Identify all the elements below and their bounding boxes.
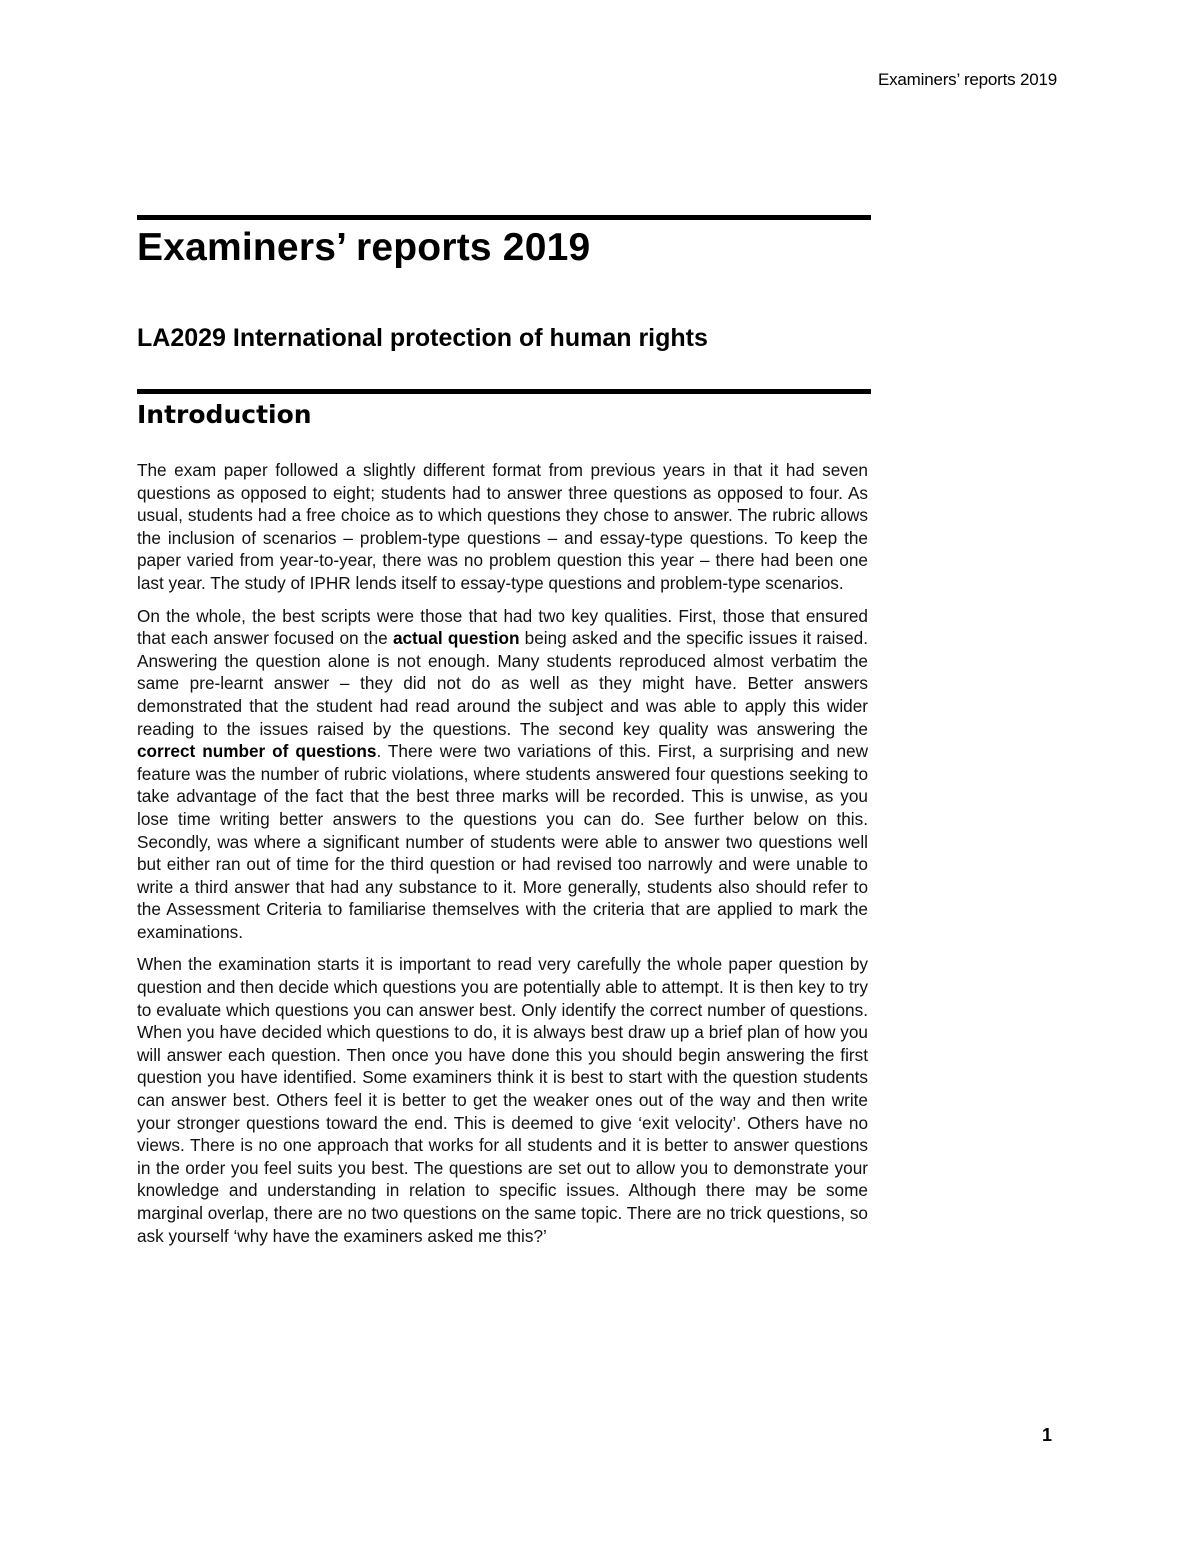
text-run: . There were two variations of this. First, a surprising and new feature was the number of rubric violations, where students answered four questions seeking to take advantage of the fact that the best three marks will be recorded. This is unwise, as you lose time writing better answers to the questions you can do. See further below on this. Secondly, was where a significant number of students were able to answer two questions well but either ran out of time for the third question or had revised too narrowly and were unable to write a third answer that had any substance to it. More generally, students also should refer to the Assessment Criteria to familiarise themselves with the criteria that are applied to mark the examinations.	[137, 741, 868, 942]
paragraph-exam-strategy: When the examination starts it is important to read very carefully the whole paper question by question and then decide which questions you are potentially able to attempt. It is then key to try to evaluate which questions you can answer best. Only identify the correct number of questions. When you have decided which questions to do, it is always best draw up a brief plan of how you will answer each question. Then once you have done this you should begin answering the first question you have identified. Some examiners think it is best to start with the question students can answer best. Others feel it is better to get the weaker ones out of the way and then write your stronger questions toward the end. This is deemed to give ‘exit velocity’. Others have no views. There is no one approach that works for all students and it is better to answer questions in the order you feel suits you best. The questions are set out to allow you to demonstrate your knowledge and understanding in relation to specific issues. Although there may be some marginal overlap, there are no two questions on the same topic. There are no trick questions, so ask yourself ‘why have the examiners asked me this?’	[137, 954, 868, 1246]
emphasis-correct-number: correct number of questions	[137, 741, 377, 762]
top-rule	[137, 215, 871, 220]
section-heading-introduction: Introduction	[137, 400, 312, 429]
text-run: On the whole, the best scripts were those that had two key qualities. First, those that ensured that each answer focused on the	[137, 605, 868, 649]
emphasis-actual-question: actual question	[392, 628, 520, 649]
course-subtitle: LA2029 International protection of human rights	[137, 324, 708, 352]
introduction-body	[137, 459, 868, 1257]
document-title: Examiners’ reports 2019	[137, 226, 591, 269]
paragraph-key-qualities	[137, 605, 868, 944]
paragraph-exam-format: The exam paper followed a slightly different format from previous years in that it had seven questions as opposed to eight; students had to answer three questions as opposed to four. As usual, students had a free choice as to which questions they chose to answer. The rubric allows the inclusion of scenarios – problem-type questions – and essay-type questions. To keep the paper varied from year-to-year, there was no problem question this year – there had been one last year. The study of IPHR lends itself to essay-type questions and problem-type scenarios.	[137, 460, 868, 593]
text-run: being asked and the specific issues it raised. Answering the question alone is not enough. Many students reproduced almost verbatim the same pre-learnt answer – they did not do as well as they might have. Better answers demonstrated that the student had read around the subject and was able to apply this wider reading to the issues raised by the questions. The second key quality was answering the	[137, 628, 868, 739]
section-rule	[137, 389, 871, 394]
running-header: Examiners’ reports 2019	[877, 70, 1057, 89]
page-number: 1	[1041, 1425, 1052, 1445]
